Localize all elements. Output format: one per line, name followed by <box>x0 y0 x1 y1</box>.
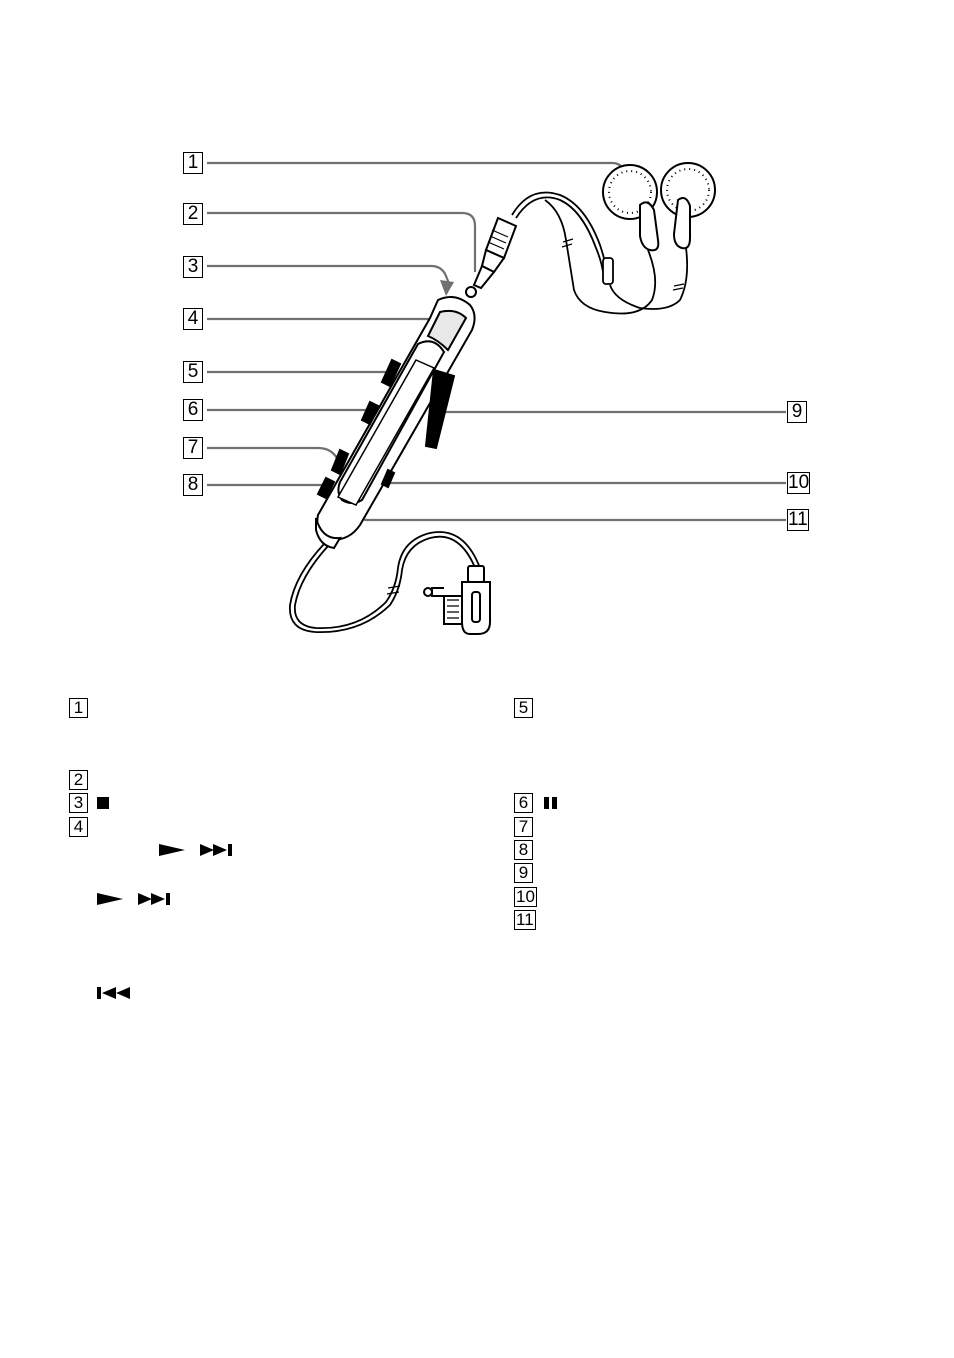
callout-9: 9 <box>787 401 807 423</box>
pause-icon <box>543 796 559 810</box>
leader-7 <box>207 448 342 470</box>
callout-3: 3 <box>183 256 203 278</box>
legend-4: 4 <box>69 817 88 837</box>
legend-3: 3 <box>69 793 88 813</box>
callout-4: 4 <box>183 308 203 330</box>
leader-3 <box>207 266 450 286</box>
callout-7: 7 <box>183 437 203 459</box>
legend-1: 1 <box>69 698 88 718</box>
callout-2: 2 <box>183 203 203 225</box>
legend-5: 5 <box>514 698 533 718</box>
callout-8: 8 <box>183 474 203 496</box>
leader-3-arrowhead <box>440 280 454 296</box>
next-track-icon <box>199 842 235 858</box>
legend-9: 9 <box>514 863 533 883</box>
play-icon <box>158 842 186 858</box>
previous-track-icon <box>96 985 132 1001</box>
legend-6: 6 <box>514 793 533 813</box>
headphone-plug <box>466 218 516 297</box>
stereo-mini-plug <box>424 566 490 634</box>
play-icon-2 <box>96 891 124 907</box>
earbuds <box>603 163 715 250</box>
callout-5: 5 <box>183 361 203 383</box>
leader-2 <box>207 213 475 272</box>
callout-1: 1 <box>183 152 203 174</box>
leader-11 <box>358 480 786 520</box>
callout-11: 11 <box>788 509 808 530</box>
callout-6: 6 <box>183 399 203 421</box>
legend-10: 10 <box>516 887 535 906</box>
legend-8: 8 <box>514 840 533 860</box>
callout-10: 10 <box>788 472 810 493</box>
stop-icon <box>96 796 110 810</box>
legend-11: 11 <box>516 910 534 929</box>
legend-7: 7 <box>514 817 533 837</box>
next-track-icon-2 <box>137 891 173 907</box>
leader-lines <box>207 163 786 520</box>
legend-2: 2 <box>69 770 88 790</box>
remote-body <box>316 297 475 548</box>
headphone-cord <box>512 193 687 314</box>
leader-1 <box>207 163 624 187</box>
